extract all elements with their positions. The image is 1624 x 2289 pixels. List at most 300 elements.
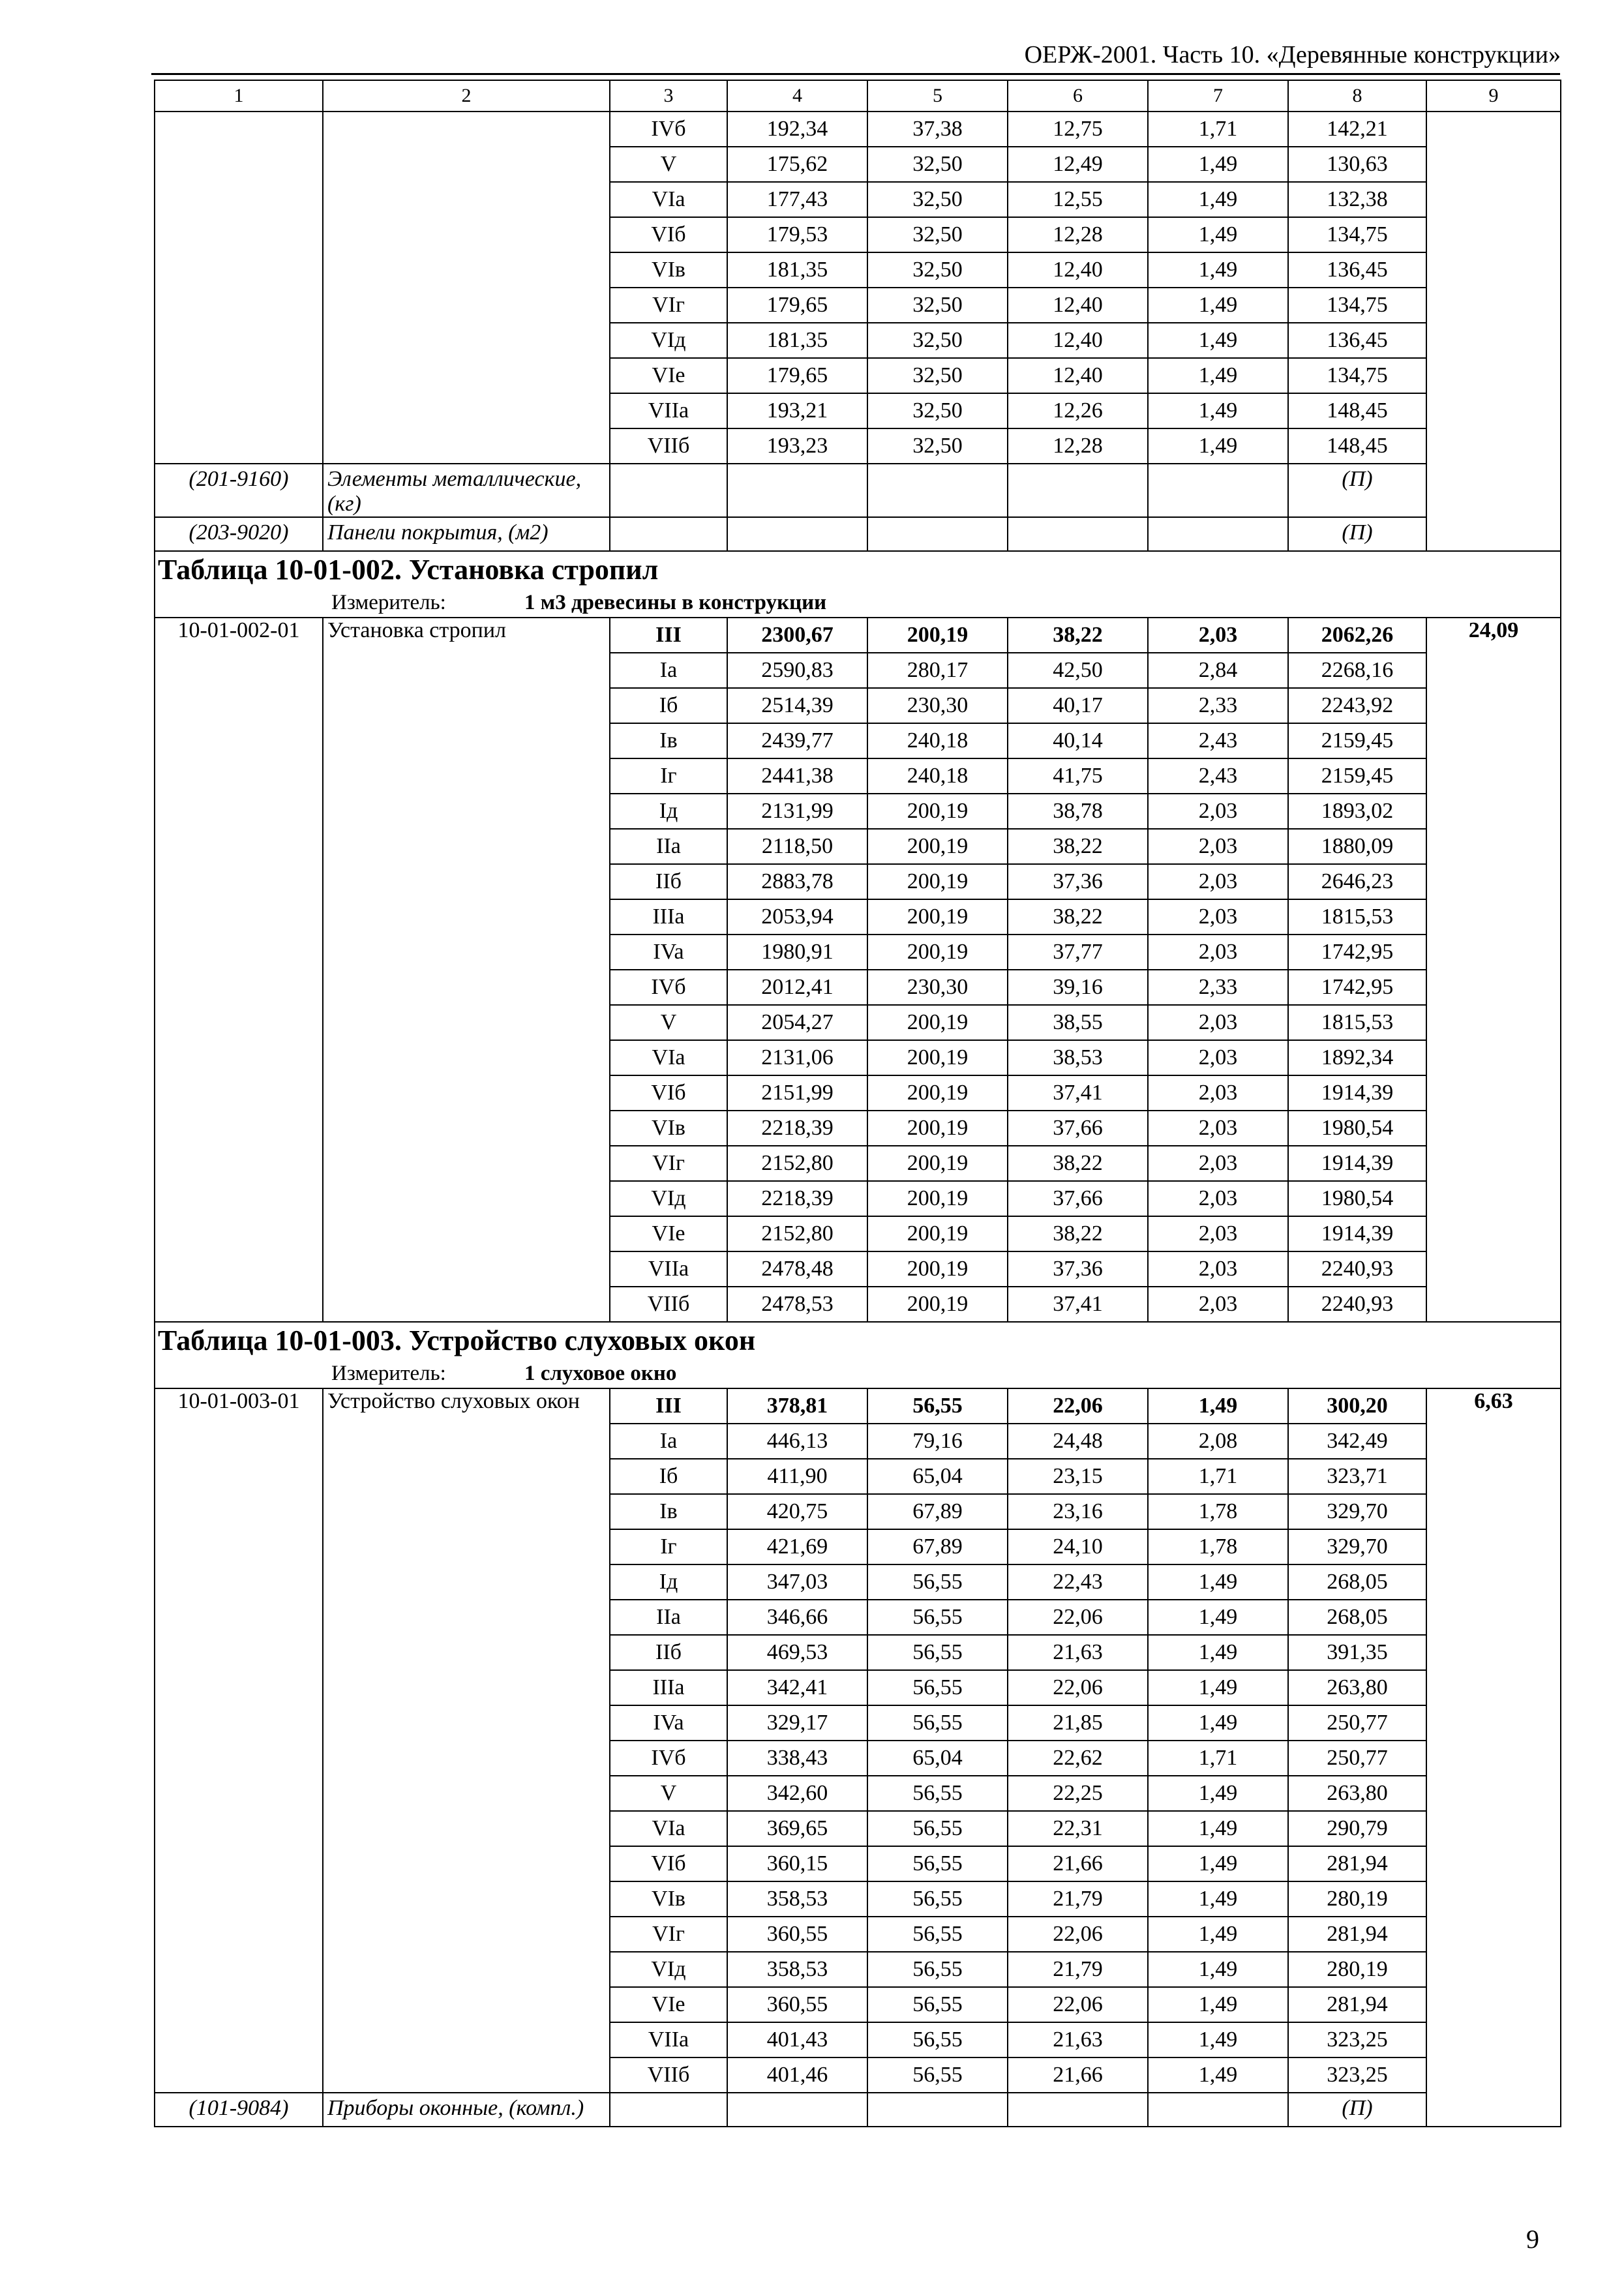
value-cell: 1,71 bbox=[1148, 1459, 1288, 1494]
value-cell: 2053,94 bbox=[727, 899, 867, 935]
labor-cell: 24,09 bbox=[1426, 618, 1561, 1322]
value-cell: 329,17 bbox=[727, 1705, 867, 1741]
value-cell: 1980,91 bbox=[727, 935, 867, 970]
material-code: (201-9160) bbox=[155, 464, 323, 517]
table-row bbox=[155, 1388, 1561, 1424]
value-cell: 56,55 bbox=[867, 2022, 1008, 2057]
value-cell: 1815,53 bbox=[1288, 1005, 1426, 1040]
zone-cell: III bbox=[610, 618, 727, 653]
zone-cell: IIIa bbox=[610, 899, 727, 935]
column-number: 6 bbox=[1008, 80, 1148, 112]
zone-cell: VIIa bbox=[610, 393, 727, 428]
value-cell: 22,06 bbox=[1008, 1917, 1148, 1952]
value-cell: 2062,26 bbox=[1288, 618, 1426, 653]
value-cell: 37,41 bbox=[1008, 1075, 1148, 1111]
zone-cell: VIe bbox=[610, 1216, 727, 1251]
value-cell: 2,33 bbox=[1148, 688, 1288, 723]
zone-cell: VIIб bbox=[610, 2057, 727, 2093]
zone-cell: VIIб bbox=[610, 1287, 727, 1322]
value-cell: 37,36 bbox=[1008, 1251, 1148, 1287]
value-cell: 360,15 bbox=[727, 1846, 867, 1881]
value-cell: 1,49 bbox=[1148, 1811, 1288, 1846]
value-cell: 2,03 bbox=[1148, 1075, 1288, 1111]
value-cell: 38,22 bbox=[1008, 829, 1148, 864]
value-cell: 2,03 bbox=[1148, 1181, 1288, 1216]
value-cell: 179,65 bbox=[727, 358, 867, 393]
value-cell: 2,03 bbox=[1148, 829, 1288, 864]
value-cell: 401,46 bbox=[727, 2057, 867, 2093]
column-number: 2 bbox=[323, 80, 610, 112]
value-cell: 1,49 bbox=[1148, 252, 1288, 288]
value-cell: 181,35 bbox=[727, 252, 867, 288]
value-cell: 1742,95 bbox=[1288, 970, 1426, 1005]
zone-cell: VIa bbox=[610, 1811, 727, 1846]
empty-cell bbox=[1148, 2093, 1288, 2127]
value-cell: 2,03 bbox=[1148, 1005, 1288, 1040]
value-cell: 446,13 bbox=[727, 1424, 867, 1459]
column-number: 1 bbox=[155, 80, 323, 112]
value-cell: 329,70 bbox=[1288, 1529, 1426, 1564]
code-cell: 10-01-002-01 bbox=[155, 618, 323, 1322]
table-title-row bbox=[155, 1322, 1561, 1359]
column-number: 4 bbox=[727, 80, 867, 112]
table-row bbox=[155, 618, 1561, 653]
value-cell: 38,22 bbox=[1008, 1216, 1148, 1251]
value-cell: 1914,39 bbox=[1288, 1216, 1426, 1251]
value-cell: 401,43 bbox=[727, 2022, 867, 2057]
value-cell: 37,66 bbox=[1008, 1111, 1148, 1146]
value-cell: 1,49 bbox=[1148, 217, 1288, 252]
value-cell: 32,50 bbox=[867, 252, 1008, 288]
value-cell: 250,77 bbox=[1288, 1741, 1426, 1776]
page-number: 9 bbox=[1526, 2224, 1539, 2254]
code-cell: 10-01-003-01 bbox=[155, 1388, 323, 2093]
value-cell: 2218,39 bbox=[727, 1111, 867, 1146]
value-cell: 323,25 bbox=[1288, 2057, 1426, 2093]
value-cell: 32,50 bbox=[867, 182, 1008, 217]
value-cell: 1,49 bbox=[1148, 1670, 1288, 1705]
value-cell: 179,65 bbox=[727, 288, 867, 323]
value-cell: 65,04 bbox=[867, 1741, 1008, 1776]
value-cell: 2118,50 bbox=[727, 829, 867, 864]
zone-cell: Iв bbox=[610, 1494, 727, 1529]
value-cell: 200,19 bbox=[867, 794, 1008, 829]
header-rule bbox=[151, 73, 1560, 75]
zone-cell: VIд bbox=[610, 1952, 727, 1987]
material-name: Приборы оконные, (компл.) bbox=[323, 2093, 610, 2127]
value-cell: 134,75 bbox=[1288, 358, 1426, 393]
value-cell: 56,55 bbox=[867, 1917, 1008, 1952]
zone-cell: Iг bbox=[610, 1529, 727, 1564]
description-cell bbox=[323, 112, 610, 464]
value-cell: 56,55 bbox=[867, 1635, 1008, 1670]
value-cell: 142,21 bbox=[1288, 112, 1426, 147]
value-cell: 1,71 bbox=[1148, 112, 1288, 147]
value-cell: 2012,41 bbox=[727, 970, 867, 1005]
empty-cell bbox=[1008, 464, 1148, 517]
value-cell: 24,48 bbox=[1008, 1424, 1148, 1459]
zone-cell: IVa bbox=[610, 1705, 727, 1741]
value-cell: 1,49 bbox=[1148, 1635, 1288, 1670]
zone-cell: VIв bbox=[610, 252, 727, 288]
zone-cell: IVa bbox=[610, 935, 727, 970]
value-cell: 1742,95 bbox=[1288, 935, 1426, 970]
value-cell: 263,80 bbox=[1288, 1776, 1426, 1811]
value-cell: 22,31 bbox=[1008, 1811, 1148, 1846]
table-title: Таблица 10-01-002. Установка стропил bbox=[155, 551, 1561, 588]
empty-cell bbox=[727, 517, 867, 551]
value-cell: 1980,54 bbox=[1288, 1181, 1426, 1216]
value-cell: 1880,09 bbox=[1288, 829, 1426, 864]
material-name: Элементы металлические, (кг) bbox=[323, 464, 610, 517]
value-cell: 56,55 bbox=[867, 1952, 1008, 1987]
running-header: ОЕРЖ-2001. Часть 10. «Деревянные конструкции» bbox=[1024, 41, 1561, 68]
value-cell: 38,22 bbox=[1008, 899, 1148, 935]
value-cell: 281,94 bbox=[1288, 1917, 1426, 1952]
value-cell: 1,49 bbox=[1148, 182, 1288, 217]
value-cell: 358,53 bbox=[727, 1952, 867, 1987]
value-cell: 56,55 bbox=[867, 1987, 1008, 2022]
value-cell: 130,63 bbox=[1288, 147, 1426, 182]
value-cell: 2,84 bbox=[1148, 653, 1288, 688]
value-cell: 1,49 bbox=[1148, 288, 1288, 323]
value-cell: 323,71 bbox=[1288, 1459, 1426, 1494]
value-cell: 21,79 bbox=[1008, 1952, 1148, 1987]
zone-cell: IVб bbox=[610, 112, 727, 147]
value-cell: 280,19 bbox=[1288, 1952, 1426, 1987]
value-cell: 342,49 bbox=[1288, 1424, 1426, 1459]
value-cell: 1,49 bbox=[1148, 1564, 1288, 1600]
zone-cell: Iб bbox=[610, 1459, 727, 1494]
value-cell: 268,05 bbox=[1288, 1564, 1426, 1600]
value-cell: 411,90 bbox=[727, 1459, 867, 1494]
value-cell: 148,45 bbox=[1288, 428, 1426, 464]
value-cell: 200,19 bbox=[867, 864, 1008, 899]
value-cell: 2152,80 bbox=[727, 1146, 867, 1181]
value-cell: 1,49 bbox=[1148, 2022, 1288, 2057]
value-cell: 22,06 bbox=[1008, 1987, 1148, 2022]
value-cell: 1,49 bbox=[1148, 1952, 1288, 1987]
value-cell: 12,40 bbox=[1008, 323, 1148, 358]
value-cell: 37,77 bbox=[1008, 935, 1148, 970]
meter-value: 1 м3 древесины в конструкции bbox=[524, 591, 827, 614]
value-cell: 175,62 bbox=[727, 147, 867, 182]
value-cell: 181,35 bbox=[727, 323, 867, 358]
zone-cell: VIг bbox=[610, 1146, 727, 1181]
value-cell: 193,23 bbox=[727, 428, 867, 464]
description-cell: Установка стропил bbox=[323, 618, 610, 1322]
value-cell: 179,53 bbox=[727, 217, 867, 252]
value-cell: 56,55 bbox=[867, 1388, 1008, 1424]
value-cell: 67,89 bbox=[867, 1494, 1008, 1529]
value-cell: 37,41 bbox=[1008, 1287, 1148, 1322]
value-cell: 2,03 bbox=[1148, 1111, 1288, 1146]
value-cell: 38,22 bbox=[1008, 618, 1148, 653]
value-cell: 1,49 bbox=[1148, 1705, 1288, 1741]
value-cell: 56,55 bbox=[867, 1811, 1008, 1846]
empty-cell bbox=[867, 2093, 1008, 2127]
zone-cell: VIe bbox=[610, 1987, 727, 2022]
value-cell: 136,45 bbox=[1288, 323, 1426, 358]
value-cell: 391,35 bbox=[1288, 1635, 1426, 1670]
value-cell: 32,50 bbox=[867, 288, 1008, 323]
value-cell: 323,25 bbox=[1288, 2022, 1426, 2057]
meter-cell bbox=[155, 588, 1561, 618]
value-cell: 37,66 bbox=[1008, 1181, 1148, 1216]
value-cell: 2,03 bbox=[1148, 618, 1288, 653]
table-row bbox=[155, 112, 1561, 147]
zone-cell: VIe bbox=[610, 358, 727, 393]
value-cell: 1,49 bbox=[1148, 428, 1288, 464]
value-cell: 22,06 bbox=[1008, 1388, 1148, 1424]
value-cell: 2,03 bbox=[1148, 794, 1288, 829]
description-cell: Устройство слуховых окон bbox=[323, 1388, 610, 2093]
empty-cell bbox=[1148, 517, 1288, 551]
value-cell: 200,19 bbox=[867, 935, 1008, 970]
zone-cell: IIIa bbox=[610, 1670, 727, 1705]
value-cell: 263,80 bbox=[1288, 1670, 1426, 1705]
zone-cell: IVб bbox=[610, 970, 727, 1005]
zone-cell: Iд bbox=[610, 794, 727, 829]
value-cell: 1914,39 bbox=[1288, 1146, 1426, 1181]
zone-cell: IVб bbox=[610, 1741, 727, 1776]
code-cell bbox=[155, 112, 323, 464]
value-cell: 240,18 bbox=[867, 758, 1008, 794]
column-number: 5 bbox=[867, 80, 1008, 112]
value-cell: 2,08 bbox=[1148, 1424, 1288, 1459]
value-cell: 2152,80 bbox=[727, 1216, 867, 1251]
value-cell: 21,63 bbox=[1008, 2022, 1148, 2057]
value-cell: 12,26 bbox=[1008, 393, 1148, 428]
value-cell: 2514,39 bbox=[727, 688, 867, 723]
zone-cell: IIб bbox=[610, 864, 727, 899]
material-name: Панели покрытия, (м2) bbox=[323, 517, 610, 551]
value-cell: 132,38 bbox=[1288, 182, 1426, 217]
zone-cell: V bbox=[610, 1776, 727, 1811]
material-code: (203-9020) bbox=[155, 517, 323, 551]
zone-cell: III bbox=[610, 1388, 727, 1424]
value-cell: 2159,45 bbox=[1288, 723, 1426, 758]
zone-cell: IIa bbox=[610, 1600, 727, 1635]
value-cell: 2646,23 bbox=[1288, 864, 1426, 899]
value-cell: 378,81 bbox=[727, 1388, 867, 1424]
value-cell: 2,03 bbox=[1148, 1287, 1288, 1322]
value-cell: 369,65 bbox=[727, 1811, 867, 1846]
value-cell: 358,53 bbox=[727, 1881, 867, 1917]
zone-cell: V bbox=[610, 147, 727, 182]
value-cell: 38,22 bbox=[1008, 1146, 1148, 1181]
value-cell: 347,03 bbox=[727, 1564, 867, 1600]
zone-cell: VIIa bbox=[610, 1251, 727, 1287]
table-title: Таблица 10-01-003. Устройство слуховых окон bbox=[155, 1322, 1561, 1359]
value-cell: 360,55 bbox=[727, 1917, 867, 1952]
column-number: 8 bbox=[1288, 80, 1426, 112]
value-cell: 12,55 bbox=[1008, 182, 1148, 217]
value-cell: 12,28 bbox=[1008, 217, 1148, 252]
material-mark: (П) bbox=[1288, 517, 1426, 551]
value-cell: 200,19 bbox=[867, 1111, 1008, 1146]
value-cell: 38,55 bbox=[1008, 1005, 1148, 1040]
material-row bbox=[155, 464, 1561, 517]
value-cell: 79,16 bbox=[867, 1424, 1008, 1459]
value-cell: 200,19 bbox=[867, 1005, 1008, 1040]
value-cell: 38,78 bbox=[1008, 794, 1148, 829]
value-cell: 2,03 bbox=[1148, 1040, 1288, 1075]
value-cell: 39,16 bbox=[1008, 970, 1148, 1005]
value-cell: 2,43 bbox=[1148, 758, 1288, 794]
zone-cell: Ia bbox=[610, 653, 727, 688]
value-cell: 21,85 bbox=[1008, 1705, 1148, 1741]
zone-cell: VIд bbox=[610, 1181, 727, 1216]
value-cell: 38,53 bbox=[1008, 1040, 1148, 1075]
value-cell: 2,03 bbox=[1148, 1251, 1288, 1287]
value-cell: 12,40 bbox=[1008, 252, 1148, 288]
value-cell: 2240,93 bbox=[1288, 1287, 1426, 1322]
value-cell: 2,03 bbox=[1148, 935, 1288, 970]
empty-cell bbox=[1008, 517, 1148, 551]
value-cell: 56,55 bbox=[867, 1564, 1008, 1600]
zone-cell: Iв bbox=[610, 723, 727, 758]
value-cell: 1,49 bbox=[1148, 1987, 1288, 2022]
zone-cell: V bbox=[610, 1005, 727, 1040]
value-cell: 338,43 bbox=[727, 1741, 867, 1776]
value-cell: 2268,16 bbox=[1288, 653, 1426, 688]
value-cell: 1914,39 bbox=[1288, 1075, 1426, 1111]
value-cell: 360,55 bbox=[727, 1987, 867, 2022]
value-cell: 1,49 bbox=[1148, 1917, 1288, 1952]
zone-cell: VIб bbox=[610, 217, 727, 252]
zone-cell: VIб bbox=[610, 1075, 727, 1111]
empty-cell bbox=[610, 464, 727, 517]
value-cell: 329,70 bbox=[1288, 1494, 1426, 1529]
value-cell: 21,79 bbox=[1008, 1881, 1148, 1917]
value-cell: 24,10 bbox=[1008, 1529, 1148, 1564]
material-code: (101-9084) bbox=[155, 2093, 323, 2127]
material-mark: (П) bbox=[1288, 464, 1426, 517]
value-cell: 2131,99 bbox=[727, 794, 867, 829]
value-cell: 420,75 bbox=[727, 1494, 867, 1529]
value-cell: 200,19 bbox=[867, 1075, 1008, 1111]
value-cell: 21,66 bbox=[1008, 1846, 1148, 1881]
value-cell: 56,55 bbox=[867, 2057, 1008, 2093]
value-cell: 1,49 bbox=[1148, 1600, 1288, 1635]
material-mark: (П) bbox=[1288, 2093, 1426, 2127]
value-cell: 2054,27 bbox=[727, 1005, 867, 1040]
value-cell: 281,94 bbox=[1288, 1987, 1426, 2022]
value-cell: 280,17 bbox=[867, 653, 1008, 688]
zone-cell: VIд bbox=[610, 323, 727, 358]
value-cell: 42,50 bbox=[1008, 653, 1148, 688]
value-cell: 1,49 bbox=[1148, 1846, 1288, 1881]
value-cell: 1815,53 bbox=[1288, 899, 1426, 935]
zone-cell: VIIa bbox=[610, 2022, 727, 2057]
value-cell: 2,03 bbox=[1148, 899, 1288, 935]
zone-cell: Iд bbox=[610, 1564, 727, 1600]
value-cell: 1,49 bbox=[1148, 323, 1288, 358]
value-cell: 1892,34 bbox=[1288, 1040, 1426, 1075]
value-cell: 193,21 bbox=[727, 393, 867, 428]
value-cell: 1,71 bbox=[1148, 1741, 1288, 1776]
value-cell: 230,30 bbox=[867, 688, 1008, 723]
value-cell: 32,50 bbox=[867, 428, 1008, 464]
empty-cell bbox=[610, 2093, 727, 2127]
material-row bbox=[155, 2093, 1561, 2127]
value-cell: 40,14 bbox=[1008, 723, 1148, 758]
value-cell: 250,77 bbox=[1288, 1705, 1426, 1741]
zone-cell: VIIб bbox=[610, 428, 727, 464]
empty-cell bbox=[727, 464, 867, 517]
value-cell: 22,25 bbox=[1008, 1776, 1148, 1811]
zone-cell: IIa bbox=[610, 829, 727, 864]
value-cell: 37,38 bbox=[867, 112, 1008, 147]
zone-cell: VIa bbox=[610, 1040, 727, 1075]
value-cell: 1,49 bbox=[1148, 2057, 1288, 2093]
value-cell: 2478,48 bbox=[727, 1251, 867, 1287]
value-cell: 12,28 bbox=[1008, 428, 1148, 464]
zone-cell: VIв bbox=[610, 1881, 727, 1917]
value-cell: 290,79 bbox=[1288, 1811, 1426, 1846]
value-cell: 134,75 bbox=[1288, 288, 1426, 323]
value-cell: 56,55 bbox=[867, 1846, 1008, 1881]
value-cell: 177,43 bbox=[727, 182, 867, 217]
value-cell: 2590,83 bbox=[727, 653, 867, 688]
value-cell: 21,66 bbox=[1008, 2057, 1148, 2093]
value-cell: 56,55 bbox=[867, 1881, 1008, 1917]
value-cell: 342,60 bbox=[727, 1776, 867, 1811]
value-cell: 200,19 bbox=[867, 1287, 1008, 1322]
value-cell: 67,89 bbox=[867, 1529, 1008, 1564]
value-cell: 2,03 bbox=[1148, 864, 1288, 899]
value-cell: 1,49 bbox=[1148, 358, 1288, 393]
zone-cell: Ia bbox=[610, 1424, 727, 1459]
value-cell: 2131,06 bbox=[727, 1040, 867, 1075]
value-cell: 32,50 bbox=[867, 147, 1008, 182]
empty-cell bbox=[727, 2093, 867, 2127]
value-cell: 134,75 bbox=[1288, 217, 1426, 252]
value-cell: 32,50 bbox=[867, 358, 1008, 393]
value-cell: 346,66 bbox=[727, 1600, 867, 1635]
meter-value: 1 слуховое окно bbox=[524, 1362, 677, 1385]
value-cell: 12,40 bbox=[1008, 358, 1148, 393]
value-cell: 56,55 bbox=[867, 1776, 1008, 1811]
value-cell: 200,19 bbox=[867, 1146, 1008, 1181]
value-cell: 200,19 bbox=[867, 1040, 1008, 1075]
empty-cell bbox=[1148, 464, 1288, 517]
meter-cell bbox=[155, 1359, 1561, 1388]
value-cell: 41,75 bbox=[1008, 758, 1148, 794]
zone-cell: IIб bbox=[610, 1635, 727, 1670]
value-cell: 2441,38 bbox=[727, 758, 867, 794]
value-cell: 2218,39 bbox=[727, 1181, 867, 1216]
value-cell: 40,17 bbox=[1008, 688, 1148, 723]
value-cell: 2883,78 bbox=[727, 864, 867, 899]
value-cell: 1,78 bbox=[1148, 1529, 1288, 1564]
value-cell: 2159,45 bbox=[1288, 758, 1426, 794]
zone-cell: VIa bbox=[610, 182, 727, 217]
value-cell: 65,04 bbox=[867, 1459, 1008, 1494]
column-number: 9 bbox=[1426, 80, 1561, 112]
value-cell: 1,49 bbox=[1148, 393, 1288, 428]
value-cell: 56,55 bbox=[867, 1705, 1008, 1741]
value-cell: 32,50 bbox=[867, 393, 1008, 428]
value-cell: 2439,77 bbox=[727, 723, 867, 758]
zone-cell: Iб bbox=[610, 688, 727, 723]
value-cell: 12,40 bbox=[1008, 288, 1148, 323]
zone-cell: VIв bbox=[610, 1111, 727, 1146]
value-cell: 192,34 bbox=[727, 112, 867, 147]
labor-cell bbox=[1426, 112, 1561, 551]
value-cell: 1,78 bbox=[1148, 1494, 1288, 1529]
